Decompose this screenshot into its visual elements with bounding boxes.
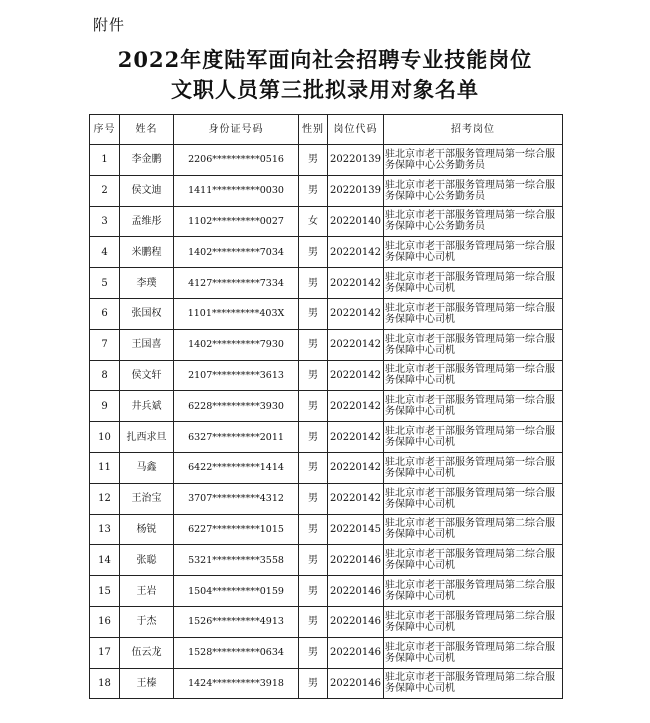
cell-id-number: 2206**********0516 (174, 145, 299, 176)
table-row (90, 452, 563, 483)
cell-id-number: 1528**********0634 (174, 637, 299, 668)
cell-id-number: 1102**********0027 (174, 206, 299, 237)
table-header-row (90, 115, 563, 145)
cell-post-code: 20220146 (328, 637, 384, 668)
cell-id-number: 3707**********4312 (174, 483, 299, 514)
cell-id-number: 6422**********1414 (174, 452, 299, 483)
cell-no: 18 (90, 668, 120, 699)
table-row (90, 175, 563, 206)
cell-post: 驻北京市老干部服务管理局第二综合服务保障中心司机 (384, 668, 563, 699)
cell-name: 李金鹏 (120, 145, 174, 176)
cell-post-code: 20220139 (328, 145, 384, 176)
cell-post-code: 20220145 (328, 514, 384, 545)
cell-gender: 男 (299, 422, 328, 453)
table-row (90, 329, 563, 360)
cell-post-code: 20220146 (328, 668, 384, 699)
cell-id-number: 1411**********0030 (174, 175, 299, 206)
cell-id-number: 1101**********403X (174, 298, 299, 329)
cell-post-code: 20220146 (328, 545, 384, 576)
table-row (90, 483, 563, 514)
table-row (90, 237, 563, 268)
table-row (90, 206, 563, 237)
cell-post-code: 20220142 (328, 268, 384, 299)
cell-post: 驻北京市老干部服务管理局第一综合服务保障中心司机 (384, 268, 563, 299)
cell-id-number: 6227**********1015 (174, 514, 299, 545)
table-row (90, 360, 563, 391)
cell-gender: 男 (299, 576, 328, 607)
cell-name: 井兵斌 (120, 391, 174, 422)
cell-no: 17 (90, 637, 120, 668)
cell-id-number: 1402**********7930 (174, 329, 299, 360)
cell-post-code: 20220142 (328, 298, 384, 329)
cell-gender: 男 (299, 175, 328, 206)
cell-post: 驻北京市老干部服务管理局第二综合服务保障中心司机 (384, 637, 563, 668)
cell-name: 米鹏程 (120, 237, 174, 268)
cell-no: 1 (90, 145, 120, 176)
cell-name: 王榛 (120, 668, 174, 699)
attachment-label: 附件 (93, 16, 126, 34)
cell-gender: 男 (299, 237, 328, 268)
cell-no: 5 (90, 268, 120, 299)
cell-name: 王岩 (120, 576, 174, 607)
column-header-name: 姓名 (120, 115, 174, 145)
cell-no: 7 (90, 329, 120, 360)
cell-post: 驻北京市老干部服务管理局第一综合服务保障中心司机 (384, 237, 563, 268)
cell-post: 驻北京市老干部服务管理局第一综合服务保障中心司机 (384, 360, 563, 391)
cell-gender: 男 (299, 545, 328, 576)
cell-no: 6 (90, 298, 120, 329)
cell-name: 侯文轩 (120, 360, 174, 391)
column-header-post: 招考岗位 (384, 115, 563, 145)
cell-name: 张国权 (120, 298, 174, 329)
cell-no: 3 (90, 206, 120, 237)
cell-post: 驻北京市老干部服务管理局第二综合服务保障中心司机 (384, 514, 563, 545)
cell-post: 驻北京市老干部服务管理局第一综合服务保障中心公务勤务员 (384, 175, 563, 206)
table-row (90, 637, 563, 668)
cell-no: 14 (90, 545, 120, 576)
table-row (90, 514, 563, 545)
cell-post: 驻北京市老干部服务管理局第一综合服务保障中心司机 (384, 391, 563, 422)
cell-id-number: 6327**********2011 (174, 422, 299, 453)
cell-name: 杨锐 (120, 514, 174, 545)
table-row (90, 576, 563, 607)
cell-name: 伍云龙 (120, 637, 174, 668)
cell-id-number: 4127**********7334 (174, 268, 299, 299)
cell-id-number: 2107**********3613 (174, 360, 299, 391)
cell-gender: 男 (299, 606, 328, 637)
cell-no: 12 (90, 483, 120, 514)
cell-post-code: 20220146 (328, 576, 384, 607)
cell-post-code: 20220142 (328, 422, 384, 453)
column-header-code: 岗位代码 (328, 115, 384, 145)
table-row (90, 422, 563, 453)
cell-post-code: 20220142 (328, 452, 384, 483)
cell-no: 2 (90, 175, 120, 206)
table-body (90, 145, 563, 699)
table-row (90, 606, 563, 637)
cell-name: 于杰 (120, 606, 174, 637)
cell-id-number: 1424**********3918 (174, 668, 299, 699)
cell-gender: 男 (299, 298, 328, 329)
table-row (90, 391, 563, 422)
column-header-gender: 性别 (299, 115, 328, 145)
cell-post-code: 20220146 (328, 606, 384, 637)
cell-no: 4 (90, 237, 120, 268)
cell-gender: 男 (299, 145, 328, 176)
cell-gender: 男 (299, 391, 328, 422)
cell-name: 王国喜 (120, 329, 174, 360)
cell-gender: 男 (299, 360, 328, 391)
table-row (90, 145, 563, 176)
cell-post-code: 20220142 (328, 391, 384, 422)
cell-name: 侯文迪 (120, 175, 174, 206)
cell-id-number: 1504**********0159 (174, 576, 299, 607)
table-row (90, 268, 563, 299)
cell-post: 驻北京市老干部服务管理局第二综合服务保障中心司机 (384, 606, 563, 637)
cell-post-code: 20220142 (328, 237, 384, 268)
cell-name: 扎西求旦 (120, 422, 174, 453)
cell-post: 驻北京市老干部服务管理局第一综合服务保障中心司机 (384, 298, 563, 329)
cell-post-code: 20220142 (328, 483, 384, 514)
cell-post: 驻北京市老干部服务管理局第一综合服务保障中心公务勤务员 (384, 206, 563, 237)
column-header-id: 身份证号码 (174, 115, 299, 145)
cell-gender: 男 (299, 329, 328, 360)
cell-no: 13 (90, 514, 120, 545)
candidate-table (89, 114, 563, 699)
cell-name: 马鑫 (120, 452, 174, 483)
cell-no: 15 (90, 576, 120, 607)
cell-post: 驻北京市老干部服务管理局第一综合服务保障中心司机 (384, 422, 563, 453)
cell-name: 王治宝 (120, 483, 174, 514)
cell-gender: 男 (299, 483, 328, 514)
cell-id-number: 5321**********3558 (174, 545, 299, 576)
cell-post: 驻北京市老干部服务管理局第一综合服务保障中心司机 (384, 483, 563, 514)
cell-post-code: 20220142 (328, 360, 384, 391)
table-row (90, 545, 563, 576)
cell-gender: 男 (299, 514, 328, 545)
cell-no: 16 (90, 606, 120, 637)
cell-name: 孟维彤 (120, 206, 174, 237)
cell-no: 10 (90, 422, 120, 453)
cell-gender: 男 (299, 268, 328, 299)
table-row (90, 298, 563, 329)
cell-gender: 男 (299, 452, 328, 483)
cell-post-code: 20220140 (328, 206, 384, 237)
cell-no: 9 (90, 391, 120, 422)
table-row (90, 668, 563, 699)
cell-post: 驻北京市老干部服务管理局第一综合服务保障中心司机 (384, 329, 563, 360)
cell-name: 张聪 (120, 545, 174, 576)
cell-name: 李璞 (120, 268, 174, 299)
document-title-line2: 文职人员第三批拟录用对象名单 (171, 77, 479, 102)
cell-id-number: 6228**********3930 (174, 391, 299, 422)
cell-post-code: 20220139 (328, 175, 384, 206)
cell-post: 驻北京市老干部服务管理局第一综合服务保障中心公务勤务员 (384, 145, 563, 176)
cell-gender: 男 (299, 637, 328, 668)
cell-id-number: 1526**********4913 (174, 606, 299, 637)
document-title-line1: 2022年度陆军面向社会招聘专业技能岗位 (117, 47, 533, 72)
cell-post: 驻北京市老干部服务管理局第二综合服务保障中心司机 (384, 545, 563, 576)
cell-id-number: 1402**********7034 (174, 237, 299, 268)
cell-no: 8 (90, 360, 120, 391)
cell-no: 11 (90, 452, 120, 483)
cell-gender: 女 (299, 206, 328, 237)
cell-post: 驻北京市老干部服务管理局第二综合服务保障中心司机 (384, 576, 563, 607)
cell-gender: 男 (299, 668, 328, 699)
column-header-no: 序号 (90, 115, 120, 145)
cell-post-code: 20220142 (328, 329, 384, 360)
cell-post: 驻北京市老干部服务管理局第一综合服务保障中心司机 (384, 452, 563, 483)
